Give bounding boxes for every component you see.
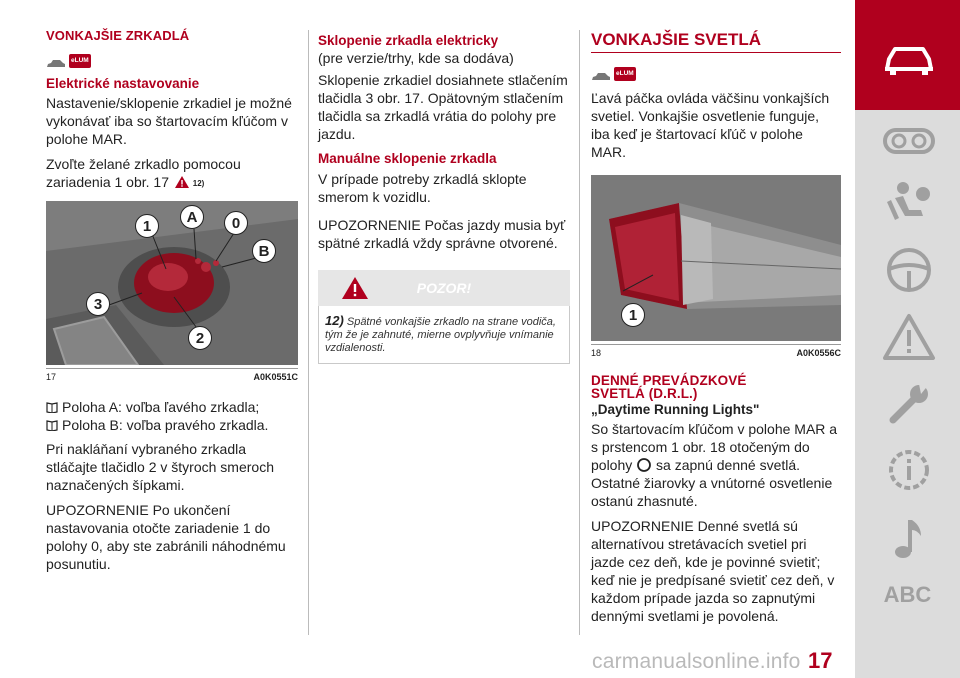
page-number: 17 — [808, 648, 833, 673]
paragraph: UPOZORNENIE Počas jazdy musia byť spätné zrkadlá vždy správne otvorené. — [318, 217, 566, 251]
footnote-ref: 12) — [192, 179, 205, 188]
steering-wheel-icon[interactable] — [881, 245, 937, 295]
callout-label: 3 — [93, 295, 103, 313]
list-item-text: Poloha A: voľba ľavého zrkadla; — [62, 399, 260, 415]
car-icon[interactable] — [881, 35, 937, 85]
column-divider — [308, 30, 309, 635]
column-mirrors — [46, 28, 296, 580]
figure-number: 17 — [46, 372, 57, 382]
column-mirror-folding — [318, 33, 570, 364]
info-gear-icon[interactable] — [881, 445, 937, 495]
column-divider — [579, 30, 580, 635]
subsection-note: (pre verzie/trhy, kde sa dodáva) — [318, 50, 514, 66]
subsection-title: Elektrické nastavovanie — [46, 76, 200, 91]
elum-badge-group — [591, 63, 841, 81]
elum-badge-group — [46, 50, 296, 68]
warning-triangle-icon — [342, 277, 368, 299]
paragraph: UPOZORNENIE Denné svetlá sú alternatívou stretávacích svetiel pri jazde cez deň, kde je povinné svietiť; keď nie je predpísané svietiť cez deň, v každom prípade jazda so zapnutými dennými svetlami je povolená. — [591, 518, 835, 624]
figure-caption — [591, 344, 841, 358]
figure-callout — [621, 303, 645, 327]
section-title: VONKAJŠIE SVETLÁ — [591, 30, 841, 53]
figure-callout — [224, 211, 248, 235]
figure-17-mirror-control — [46, 201, 298, 365]
warning-triangle-icon — [175, 176, 189, 188]
list-item — [46, 416, 296, 434]
list-item — [46, 398, 296, 416]
paragraph: Nastavenie/sklopenie zrkadiel je možné vykonávať iba so štartovacím kľúčom v polohe MAR. — [46, 95, 292, 147]
car-icon — [591, 72, 611, 81]
seat-airbag-icon[interactable] — [881, 180, 937, 230]
subsection-subtitle: „Daytime Running Lights" — [591, 402, 760, 417]
figure-callout — [252, 239, 276, 263]
warning-header — [318, 270, 570, 306]
car-icon — [46, 59, 66, 68]
paragraph: V prípade potreby zrkadlá sklopte smerom k vozidlu. — [318, 171, 527, 205]
drl-light-icon — [636, 458, 652, 472]
dashboard-gauges-icon[interactable] — [881, 118, 937, 168]
warning-text: Spätné vonkajšie zrkadlo na strane vodiča, tým že je zahnuté, mierne ovplyvňuje vnímanie vzdialenosti. — [325, 316, 556, 354]
paragraph: Sklopenie zrkadiel dosiahnete stlačením tlačidla 3 obr. 17. Opätovným stlačením tlačidla sa zrkadlá vrátia do polohy pre jazdu. — [318, 72, 568, 142]
watermark: carmanualsonline.info — [592, 650, 801, 673]
subsection-title: Sklopenie zrkadla elektricky — [318, 33, 499, 48]
figure-callout — [135, 214, 159, 238]
callout-label: 1 — [142, 217, 152, 235]
section-title: VONKAJŠIE ZRKADLÁ — [46, 28, 190, 43]
figure-number: 18 — [591, 348, 602, 358]
figure-18-light-stalk — [591, 175, 841, 341]
mirror-control-illustration — [46, 201, 298, 365]
paragraph — [591, 420, 841, 510]
paragraph: Pri nakláňaní vybraného zrkadla stláčajte tlačidlo 2 v štyroch smeroch naznačených šípkami. — [46, 441, 274, 493]
book-icon — [46, 402, 58, 413]
elum-badge: eLUM — [614, 67, 636, 81]
bullet-list — [46, 398, 296, 434]
callout-label: 0 — [231, 214, 241, 232]
book-icon — [46, 420, 58, 431]
subsection-title: DENNÉ PREVÁDZKOVÉ SVETLÁ (D.R.L.) — [591, 373, 747, 401]
callout-label: 1 — [628, 306, 638, 324]
warning-body — [318, 306, 570, 364]
figure-caption — [46, 368, 298, 382]
list-item-text: Poloha B: voľba pravého zrkadla. — [62, 417, 269, 433]
paragraph-text: sa zapnú denné svetlá. Ostatné žiarovky a vnútorné osvetlenie ostanú zhasnuté. — [591, 457, 833, 509]
warning-number: 12) — [325, 313, 344, 328]
callout-label: 2 — [195, 329, 205, 347]
subsection-title: Manuálne sklopenie zrkadla — [318, 151, 497, 166]
paragraph: UPOZORNENIE Po ukončení nastavovania otočte zariadenie 1 do polohy 0, aby ste zabránili náhodnému posunutiu. — [46, 502, 286, 572]
callout-label: A — [186, 208, 198, 226]
paragraph: Ľavá páčka ovláda väčšinu vonkajších svetiel. Vonkajšie osvetlenie funguje, iba keď je štartovací kľúč v polohe MAR. — [591, 90, 830, 160]
paragraph-text: Zvoľte želané zrkadlo pomocou zariadenia 1 obr. 17 — [46, 156, 241, 190]
figure-callout — [86, 292, 110, 316]
paragraph-text: So štartovacím kľúčom v polohe MAR a s prstencom 1 obr. 18 otočeným do polohy — [591, 421, 838, 473]
index-abc-label[interactable]: ABC — [883, 582, 932, 607]
figure-callout — [188, 326, 212, 350]
callout-label: B — [258, 242, 270, 260]
music-note-icon[interactable] — [881, 512, 937, 562]
elum-badge: eLUM — [69, 54, 91, 68]
warning-triangle-icon[interactable] — [881, 312, 937, 362]
column-exterior-lights — [591, 30, 841, 632]
figure-code: A0K0551C — [253, 372, 298, 382]
paragraph — [46, 155, 296, 193]
warning-label: POZOR! — [416, 280, 472, 296]
figure-code: A0K0556C — [796, 348, 841, 358]
wrench-icon[interactable] — [881, 378, 937, 428]
chapter-sidebar — [855, 0, 960, 678]
figure-callout — [180, 205, 204, 229]
